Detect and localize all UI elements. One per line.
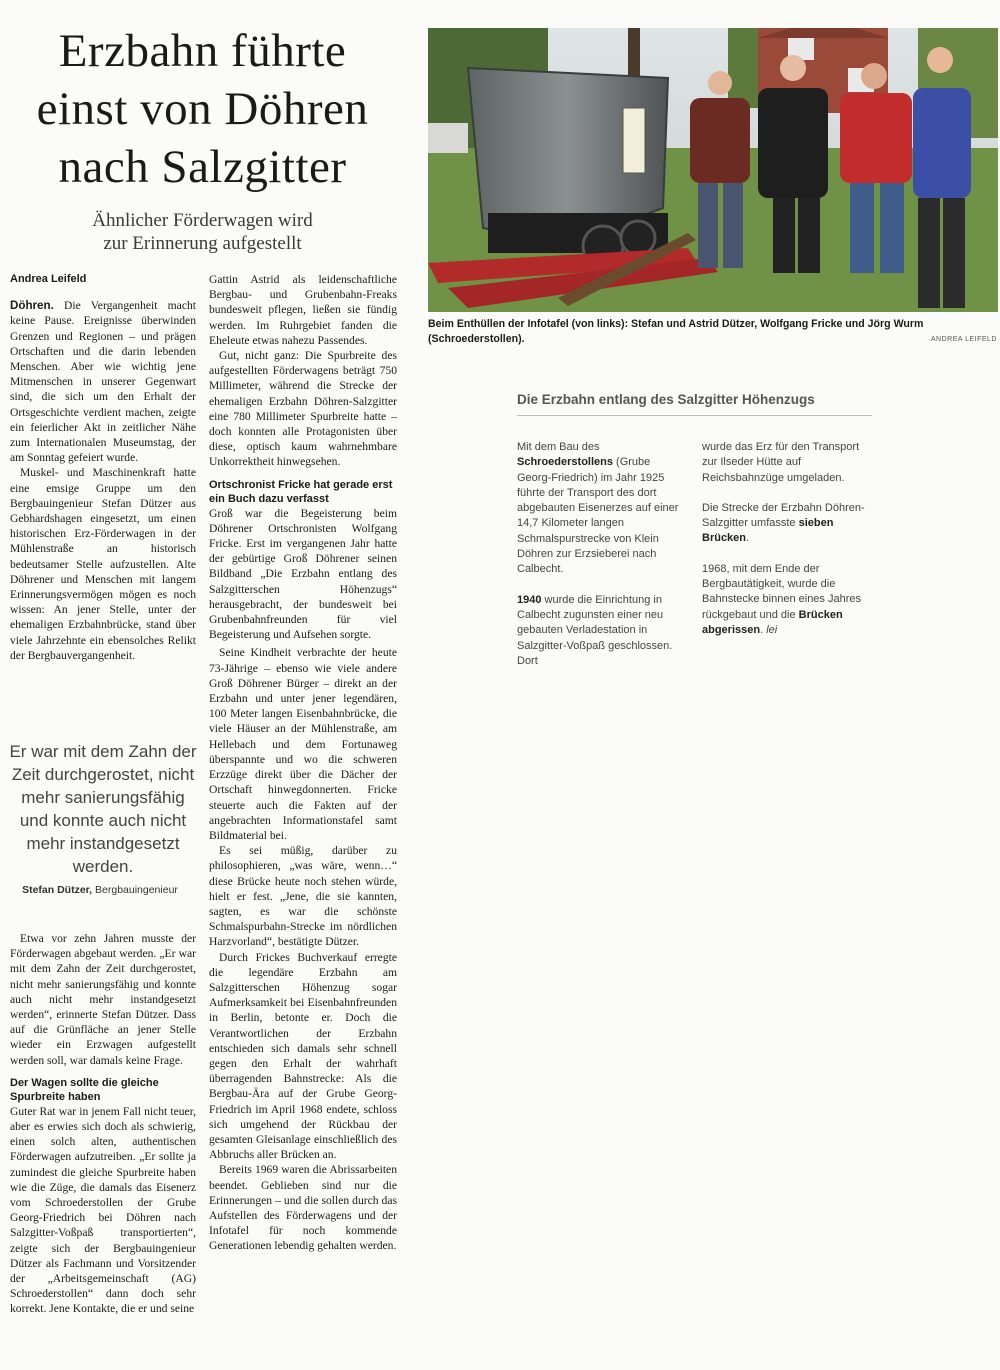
paragraph: Muskel- und Maschinenkraft hatte eine emsige Gruppe um den Bergbauingenieur Stefan Dützer aus Gebhardshagen eingesetzt, um einen historischen Erz-Förderwagen in der Mühlenstraße an historisch bedeutsamer Stelle aufzustellen. Alte Döhrener und Menschen mit langem Erinnerungsvermögen mögen es noch wissen: An jener Stelle, unter der ehemaligen Erzbahnbrücke, stand über viele Jahrzehnte ein ebensolches Relikt der Bergbauvergangenheit. (10, 466, 196, 662)
section-subheading: Ortschronist Fricke hat gerade erst ein Buch dazu verfasst (209, 478, 393, 505)
infobox-column-2 (702, 440, 872, 653)
infobox-paragraph: 1940 wurde die Einrichtung in Calbecht zugunsten einer neu gebauten Verladestation in Salzgitter-Voßpaß geschlossen. Dort (517, 593, 673, 667)
headline-line: Erzbahn führte (58, 25, 347, 77)
paragraph: Gattin Astrid als leidenschaftliche Bergbau- und Grubenbahn-Freaks bundesweit pflegen, ließen sie fündig werden. Im Ruhrgebiet fanden die Eheleute etwas nahezu Passendes. (209, 273, 397, 347)
paragraph: Bereits 1969 waren die Abrissarbeiten beendet. Geblieben sind nur die Erinnerungen – und die sollen durch das Aufstellen des Förderwagens und der Infotafel für noch kommende Generationen lebendig gehalten werden. (209, 1163, 397, 1253)
infobox-paragraph: Die Strecke der Erzbahn Döhren-Salzgitter umfasste sieben Brücken. (702, 501, 865, 545)
author-byline: Andrea Leifeld (10, 273, 87, 285)
infobox-column-1 (517, 440, 687, 684)
headline (10, 22, 395, 196)
pull-quote-source (10, 884, 190, 896)
article-column-1-top (10, 272, 196, 663)
photo-credit: ANDREA LEIFELD (930, 336, 997, 343)
infobox-paragraph: 1968, mit dem Ende der Bergbautätigkeit, wurde die Bahnstecke binnen eines Jahres rückgebaut und die Brücken abgerissen. lei (702, 562, 861, 636)
paragraph: Groß war die Begeisterung beim Döhrener Ortschronisten Wolfgang Fricke. Erst im vergangenen Jahr hatte der gebürtige Groß Döhrener seinen Bildband „Die Erzbahn entlang des Salzgitterschen Höhenzugs“ herausgebracht, der bundesweit bei Grubenbahnfreunden für viel Begeisterung und Aufsehen sorgte. (209, 506, 397, 642)
infobox-paragraph: wurde das Erz für den Transport zur Ilseder Hütte auf Reichsbahnzüge umgeladen. (702, 441, 860, 484)
paragraph: Es sei müßig, darüber zu philosophieren, „was wäre, wenn…“ diese Brücke heute noch stehen würde, hielt er fest. „Jene, die sie kannten, sagten, es war die schönste Schmalspurbahn-Strecke im nördlichen Harzvorland“, bestätigte Dützer. (209, 844, 397, 949)
author-initials: lei (766, 623, 778, 636)
subheadline-line: zur Erinnerung aufgestellt (103, 233, 302, 254)
infobox-title: Die Erzbahn entlang des Salzgitter Höhenzugs (517, 392, 872, 416)
quote-author: Stefan Dützer, (22, 884, 93, 896)
paragraph: Döhren. Die Vergangenheit macht keine Pause. Ereignisse überwinden Grenzen und Regionen – und prägen Ortschaften und die darin lebenden Menschen. Aber wie wichtig jene Mitmenschen in unserer Gegenwart sind, die sich um den Erhalt der Ortsgeschichte verdient machen, zeigte ein feierlicher Akt in zeitlicher Nähe zum Internationalen Museumstag, der am Sonntag gefeiert wurde. (10, 299, 196, 465)
paragraph: Seine Kindheit verbrachte der heute 73-Jährige – ebenso wie viele andere Groß Döhrener Bürger – direkt an der Erzbahn und unter jener legendären, 100 Meter langen Eisenbahnbrücke, die viele Häuser an der Mühlenstraße, am Hellebach und dem Fortunaweg überspannte und wo die schweren Erzzüge direkt über die Dächer der Ortschaft hinwegdonnerten. Fricke steuerte auch die Fakten auf der angebrachten Informationstafel samt Bildmaterial bei. (209, 646, 397, 842)
pull-quote: Er war mit dem Zahn der Zeit durchgerostet, nicht mehr sanierungsfähig und konnte auch nicht mehr instandgesetzt werden. (9, 742, 197, 876)
infobox-paragraph: Mit dem Bau des Schroederstollens (Grube Georg-Friedrich) im Jahr 1925 führte der Transport des dort abgebauten Eisenerzes auf einer 14,7 Kilometer langen Schmalspurstrecke von Klein Döhren zur Erzsieberei nach Calbecht. (517, 441, 679, 576)
article-photo (428, 28, 998, 312)
paragraph: Gut, nicht ganz: Die Spurbreite des aufgestellten Förderwagens beträgt 750 Millimeter, während die Strecke der ehemaligen Erzbahn Döhren-Salzgitter eine 780 Millimeter Spurbreite hatte – doch konnten alle Protagonisten über diese, optisch kaum wahrnehmbare Unkorrektheit hinwegsehen. (209, 349, 397, 469)
photo-illustration (428, 28, 998, 312)
paragraph: Guter Rat war in jenem Fall nicht teuer, aber es erwies sich doch als schwierig, einen solch alten, authentischen Förderwagen aufzutreiben. „Er sollte ja zumindest die gleiche Spurbreite haben wie die Züge, die damals das Eisenerz vom Schroederstollen der Grube Georg-Friedrich bei Döhren nach Salzgitter-Voßpaß transportierten“, zeigte sich der Bergbauingenieur Dützer als Fachmann und Vorsitzender der „Arbeitsgemeinschaft (AG) Schroederstollen“ dann doch sehr korrekt. Jene Kontakte, die er und seine (10, 1104, 196, 1316)
photo-caption: Beim Enthüllen der Infotafel (von links): Stefan und Astrid Dützer, Wolfgang Fricke und Jörg Wurm (Schroederstollen). (428, 318, 924, 345)
subheadline (30, 209, 375, 255)
quote-role: Bergbauingenieur (92, 884, 178, 896)
paragraph: Etwa vor zehn Jahren musste der Förderwagen abgebaut werden. „Er war mit dem Zahn der Zeit durchgerostet, nicht mehr sanierungsfähig und konnte auch nicht mehr instandgesetzt werden“, erinnerte Stefan Dützer. Dass auf die Grünfläche an jener Stelle wieder ein Erzwagen aufgestellt werden soll, war damals keine Frage. (10, 932, 196, 1067)
section-subheading: Der Wagen sollte die gleiche Spurbreite haben (10, 1076, 159, 1103)
headline-line: nach Salzgitter (58, 141, 347, 193)
paragraph: Durch Frickes Buchverkauf erregte die legendäre Erzbahn am Salzgitterschen Höhenzug sogar Aufmerksamkeit bei Eisenbahnfreunden in Berlin, betonte er. Doch die Verantwortlichen der Erzbahn entschieden sich damals sehr schnell gegen den Erhalt der wahrhaft überragenden Bahnstrecke: Als die Bergbau-Ära auf der Grube Georg-Friedrich im April 1968 endete, schloss sich umgehend der Rückbau der gesamten Gleisanlage einschließlich des Abbruchs aller Brücken an. (209, 950, 397, 1162)
headline-line: einst von Döhren (36, 83, 369, 135)
article-column-1-bottom (10, 931, 196, 1317)
subheadline-line: Ähnlicher Förderwagen wird (92, 210, 313, 231)
article-column-2 (209, 272, 397, 1254)
dateline: Döhren. (10, 299, 54, 313)
